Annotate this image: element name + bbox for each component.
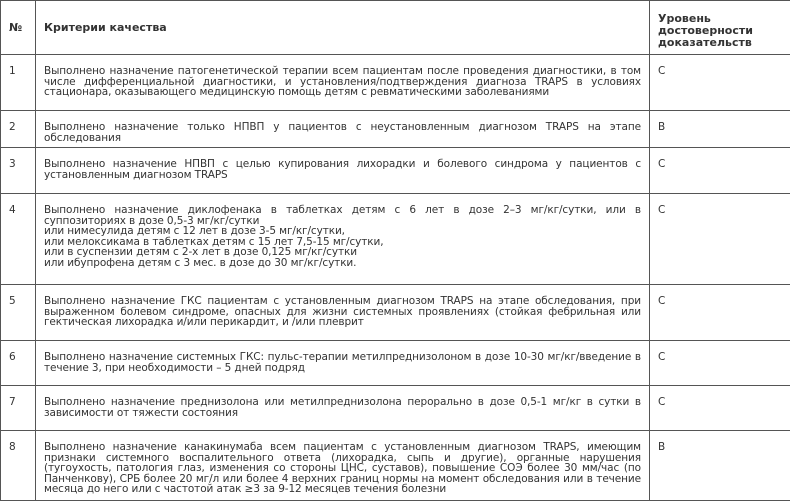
row-num: 1 xyxy=(1,55,36,111)
row-level: C xyxy=(650,148,790,194)
criteria-line: или мелоксикама в таблетках детям с 15 лет 7,5-15 мг/сутки, xyxy=(44,237,641,248)
row-num: 3 xyxy=(1,148,36,194)
table-row xyxy=(1,285,790,341)
table-row xyxy=(1,386,790,431)
row-level: C xyxy=(650,386,790,431)
header-num: № xyxy=(1,1,36,55)
row-level: C xyxy=(650,285,790,341)
row-num: 7 xyxy=(1,386,36,431)
row-criteria: Выполнено назначение патогенетической терапии всем пациентам после проведения диагностики, в том числе дифференциальной диагностики, и установления/подтверждения диагноза TRAPS в условиях стационара, оказывающего медицинскую помощь детям с ревматическими заболеваниями xyxy=(36,55,650,111)
header-criteria: Критерии качества xyxy=(36,1,650,55)
table-row xyxy=(1,111,790,148)
row-num: 6 xyxy=(1,341,36,386)
criteria-line: или нимесулида детям с 12 лет в дозе 3-5 мг/кг/сутки, xyxy=(44,226,641,237)
table-row xyxy=(1,55,790,111)
header-evidence-level: Уровень достоверности доказательств xyxy=(650,1,790,55)
row-level: C xyxy=(650,194,790,285)
row-num: 8 xyxy=(1,431,36,501)
row-level: B xyxy=(650,111,790,148)
row-num: 2 xyxy=(1,111,36,148)
row-level: B xyxy=(650,431,790,501)
row-criteria: Выполнено назначение только НПВП у пациентов с неустановленным диагнозом TRAPS на этапе обследования xyxy=(36,111,650,148)
row-criteria xyxy=(36,194,650,285)
criteria-text: Выполнено назначение диклофенака в таблетках детям с 6 лет в дозе 2–3 мг/кг/сутки, или в суппозиториях в дозе 0,5-3 мг/кг/сутки xyxy=(44,204,641,227)
table-row xyxy=(1,194,790,285)
table-row xyxy=(1,431,790,501)
row-criteria: Выполнено назначение преднизолона или метилпреднизолона перорально в дозе 0,5-1 мг/кг в сутки в зависимости от тяжести состояния xyxy=(36,386,650,431)
row-criteria: Выполнено назначение ГКС пациентам с установленным диагнозом TRAPS на этапе обследования, при выраженном болевом синдроме, опасных для жизни системных проявлениях (стойкая фебрильная или гектическая лихорадка и/или перикардит, и /или плеврит xyxy=(36,285,650,341)
row-level: C xyxy=(650,55,790,111)
table-row xyxy=(1,148,790,194)
table-header-row xyxy=(1,1,790,55)
row-criteria: Выполнено назначение канакинумаба всем пациентам с установленным диагнозом TRAPS, имеющим признаки системного воспалительного ответа (лихорадка, сыпь и другие), органные нарушения (тугоухость, патология глаз, изменения со стороны ЦНС, суставов), повышение СОЭ более 30 мм/час (по Панченкову), СРБ более 20 мг/л или более 4 верхних границ нормы на момент обследования или в течение месяца до него или с частотой атак ≥3 за 9-12 месяцев течения болезни xyxy=(36,431,650,501)
row-num: 4 xyxy=(1,194,36,285)
criteria-line: или в суспензии детям с 2-х лет в дозе 0,125 мг/кг/сутки xyxy=(44,247,641,258)
row-criteria: Выполнено назначение системных ГКС: пульс-терапии метилпреднизолоном в дозе 10-30 мг/кг/введение в течение 3, при необходимости – 5 дней подряд xyxy=(36,341,650,386)
criteria-line: или ибупрофена детям с 3 мес. в дозе до 30 мг/кг/сутки. xyxy=(44,258,641,269)
row-num: 5 xyxy=(1,285,36,341)
row-criteria: Выполнено назначение НПВП с целью купирования лихорадки и болевого синдрома у пациентов с установленным диагнозом TRAPS xyxy=(36,148,650,194)
table-row xyxy=(1,341,790,386)
row-level: C xyxy=(650,341,790,386)
